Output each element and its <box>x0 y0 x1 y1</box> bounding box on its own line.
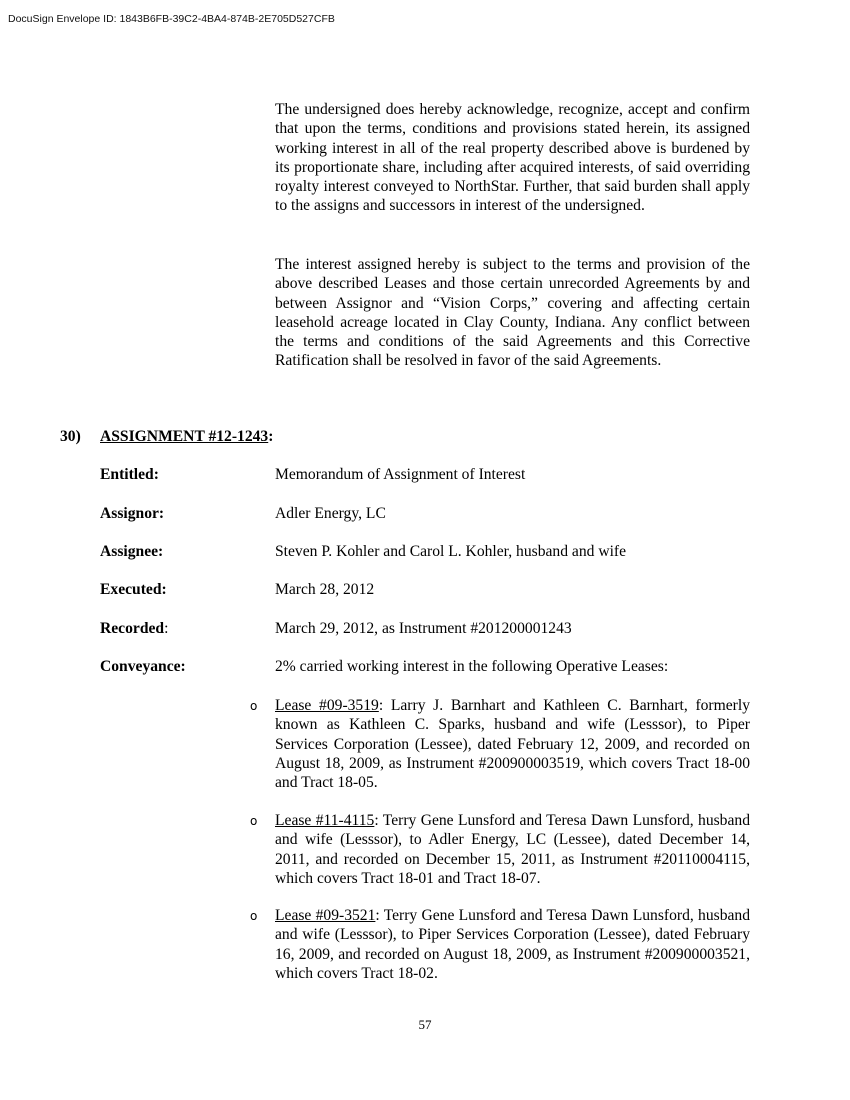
field-label-executed: Executed: <box>100 581 167 598</box>
lease-reference: Lease #11-4115 <box>275 812 375 829</box>
field-value-executed: March 28, 2012 <box>275 581 375 598</box>
field-label-conveyance: Conveyance: <box>100 658 186 675</box>
field-value-assignee: Steven P. Kohler and Carol L. Kohler, husband and wife <box>275 543 627 560</box>
lease-text <box>275 696 750 792</box>
bullet-icon: o <box>250 909 258 923</box>
field-label-recorded-text: Recorded <box>100 620 165 637</box>
section-number: 30) <box>60 428 81 445</box>
field-label-recorded <box>100 619 168 638</box>
lease-description: : Terry Gene Lunsford and Teresa Dawn Lunsford, husband and wife (Lesssor), to Adler Energy, LC (Lessee), dated December 14, 2011, and recorded on December 15, 2011, as Instrument #20110004115, which covers Tract 18-01 and Tract 18-07. <box>275 812 750 887</box>
field-label-entitled: Entitled: <box>100 466 159 483</box>
interest-subject-paragraph: The interest assigned hereby is subject to the terms and provision of the above described Leases and those certain unrecorded Agreements by and between Assignor and “Vision Corps,” covering and affecting certain leasehold acreage located in Clay County, Indiana. Any conflict between the terms and conditions of the said Agreements and this Corrective Ratification shall be resolved in favor of the said Agreements. <box>275 256 750 370</box>
lease-reference: Lease #09-3521 <box>275 907 376 924</box>
section-heading <box>60 427 273 446</box>
field-label-recorded-colon: : <box>164 620 169 637</box>
lease-description: : Terry Gene Lunsford and Teresa Dawn Lunsford, husband and wife (Lesssor), to Piper Services Corporation (Lessee), dated February 16, 2009, and recorded on August 18, 2009, as Instrument #200900003521, which covers Tract 18-02. <box>275 907 751 982</box>
bullet-icon: o <box>250 814 258 828</box>
field-label-assignor: Assignor: <box>100 505 165 522</box>
envelope-id: DocuSign Envelope ID: 1843B6FB-39C2-4BA4-874B-2E705D527CFB <box>8 13 335 25</box>
field-value-entitled: Memorandum of Assignment of Interest <box>275 466 526 483</box>
page-number: 57 <box>418 1017 432 1032</box>
section-title-suffix: : <box>268 428 274 445</box>
lease-text <box>275 811 750 888</box>
field-value-recorded: March 29, 2012, as Instrument #201200001243 <box>275 620 572 637</box>
lease-text <box>275 906 750 983</box>
acknowledgement-paragraph: The undersigned does hereby acknowledge, recognize, accept and confirm that upon the terms, conditions and provisions stated herein, its assigned working interest in all of the real property described above is burdened by its proportionate share, including after acquired interests, of said overriding royalty interest conveyed to NorthStar. Further, that said burden shall apply to the assigns and successors in interest of the undersigned. <box>275 101 750 215</box>
bullet-icon: o <box>250 699 258 713</box>
lease-description: : Larry J. Barnhart and Kathleen C. Barnhart, formerly known as Kathleen C. Sparks, husband and wife (Lesssor), to Piper Services Corporation (Lessee), dated February 12, 2009, and recorded on August 18, 2009, as Instrument #200900003519, which covers Tract 18-00 and Tract 18-05. <box>275 697 750 792</box>
field-value-assignor: Adler Energy, LC <box>275 505 386 522</box>
field-value-conveyance: 2% carried working interest in the following Operative Leases: <box>275 658 669 675</box>
lease-reference: Lease #09-3519 <box>275 697 379 714</box>
field-label-assignee: Assignee: <box>100 543 164 560</box>
section-title: ASSIGNMENT #12-1243 <box>100 428 269 445</box>
